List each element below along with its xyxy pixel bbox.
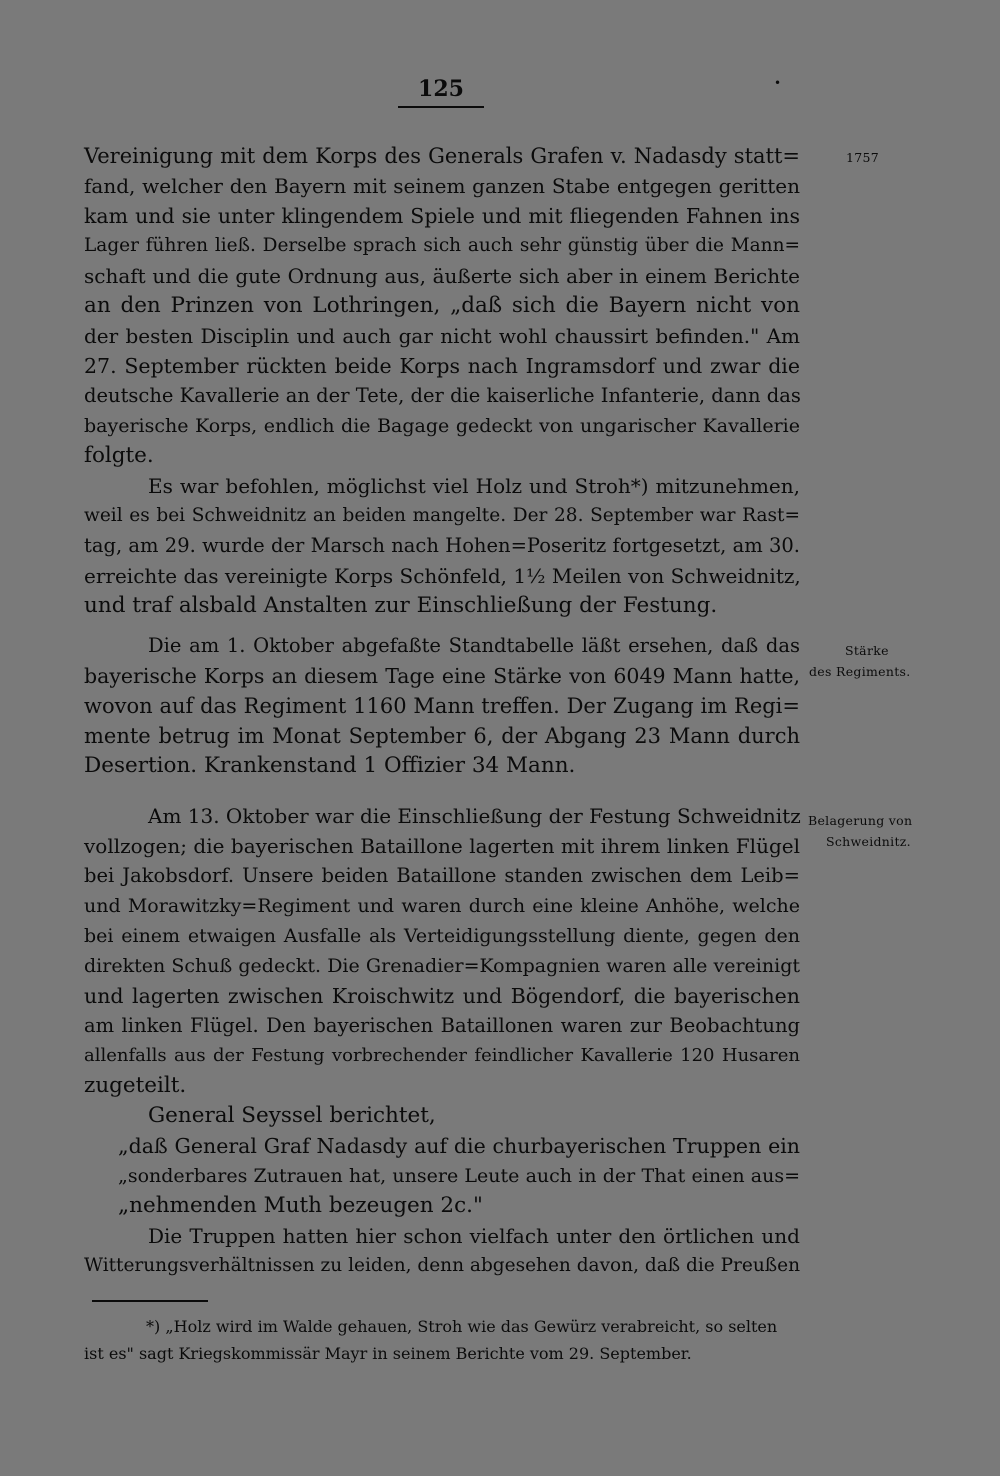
text-line: „nehmenden Muth bezeugen 2c." [118, 1193, 483, 1218]
text-line: „daß General Graf Nadasdy auf die churbayerischen Truppen ein [118, 1134, 800, 1158]
text-line: 27. September rückten beide Korps nach Ingramsdorf und zwar die [84, 354, 800, 378]
text-line: tag, am 29. wurde der Marsch nach Hohen=Poseritz fortgesetzt, am 30. [84, 534, 800, 557]
stray-mark: • [774, 76, 782, 90]
text-line: kam und sie unter klingendem Spiele und mit fliegenden Fahnen ins [84, 204, 800, 228]
page-number-rule [398, 106, 484, 108]
text-line: bei einem etwaigen Ausfalle als Verteidigungsstellung diente, gegen den [84, 925, 800, 947]
text-line: und traf alsbald Anstalten zur Einschließung der Festung. [84, 593, 718, 618]
text-line: fand, welcher den Bayern mit seinem ganzen Stabe entgegen geritten [84, 174, 800, 198]
text-line: direkten Schuß gedeckt. Die Grenadier=Kompagnien waren alle vereinigt [84, 955, 800, 977]
text-line: bei Jakobsdorf. Unsere beiden Bataillone standen zwischen dem Leib= [84, 864, 800, 887]
text-line: Desertion. Krankenstand 1 Offizier 34 Mann. [84, 753, 576, 778]
text-line: mente betrug im Monat September 6, der Abgang 23 Mann durch [84, 724, 800, 748]
text-line: bayerische Korps an diesem Tage eine Stärke von 6049 Mann hatte, [84, 664, 800, 688]
margin-note: Belagerung von [808, 813, 913, 828]
text-line: am linken Flügel. Den bayerischen Bataillonen waren zur Beobachtung [84, 1014, 800, 1037]
text-line: General Seyssel berichtet, [148, 1103, 436, 1128]
footnote-rule [92, 1300, 208, 1302]
text-line: Die Truppen hatten hier schon vielfach unter den örtlichen und [148, 1224, 800, 1248]
page-number: 125 [418, 76, 464, 102]
text-line: vollzogen; die bayerischen Bataillone lagerten mit ihrem linken Flügel [84, 834, 800, 858]
text-line: deutsche Kavallerie an der Tete, der die kaiserliche Infanterie, dann das [84, 384, 801, 407]
text-line: Es war befohlen, möglichst viel Holz und Stroh*) mitzunehmen, [148, 474, 800, 498]
text-line: schaft und die gute Ordnung aus, äußerte sich aber in einem Berichte [84, 264, 800, 288]
text-line: allenfalls aus der Festung vorbrechender feindlicher Kavallerie 120 Husaren [84, 1045, 800, 1066]
text-line: und Morawitzky=Regiment und waren durch eine kleine Anhöhe, welche [84, 895, 800, 917]
text-line: der besten Disciplin und auch gar nicht wohl chaussirt befinden." Am [84, 324, 800, 348]
margin-note: Stärke [845, 643, 889, 658]
text-line: „sonderbares Zutrauen hat, unsere Leute auch in der That einen aus= [118, 1165, 800, 1187]
text-line: Lager führen ließ. Derselbe sprach sich auch sehr günstig über die Mann= [84, 235, 800, 256]
footnote-line: *) „Holz wird im Walde gehauen, Stroh wie das Gewürz verabreicht, so selten [146, 1317, 778, 1336]
footnote-line: ist es" sagt Kriegskommissär Mayr in seinem Berichte vom 29. September. [84, 1344, 692, 1363]
text-line: bayerische Korps, endlich die Bagage gedeckt von ungarischer Kavallerie [84, 415, 800, 437]
text-line: weil es bei Schweidnitz an beiden mangelte. Der 28. September war Rast= [84, 505, 800, 526]
margin-note: Schweidnitz. [826, 834, 911, 849]
text-line: Witterungsverhältnissen zu leiden, denn abgesehen davon, daß die Preußen [84, 1255, 800, 1276]
text-line: folgte. [84, 443, 154, 468]
text-line: wovon auf das Regiment 1160 Mann treffen. Der Zugang im Regi= [84, 694, 800, 718]
text-line: Vereinigung mit dem Korps des Generals Grafen v. Nadasdy statt= [84, 144, 800, 168]
margin-note: 1757 [846, 150, 880, 165]
text-line: Am 13. Oktober war die Einschließung der Festung Schweidnitz [148, 804, 801, 828]
margin-note: des Regiments. [809, 664, 911, 679]
text-line: Die am 1. Oktober abgefaßte Standtabelle läßt ersehen, daß das [148, 634, 800, 657]
text-line: zugeteilt. [84, 1073, 187, 1098]
text-line: an den Prinzen von Lothringen, „daß sich die Bayern nicht von [84, 293, 800, 318]
text-line: und lagerten zwischen Kroischwitz und Bögendorf, die bayerischen [84, 984, 800, 1008]
text-line: erreichte das vereinigte Korps Schönfeld, 1½ Meilen von Schweidnitz, [84, 564, 801, 588]
